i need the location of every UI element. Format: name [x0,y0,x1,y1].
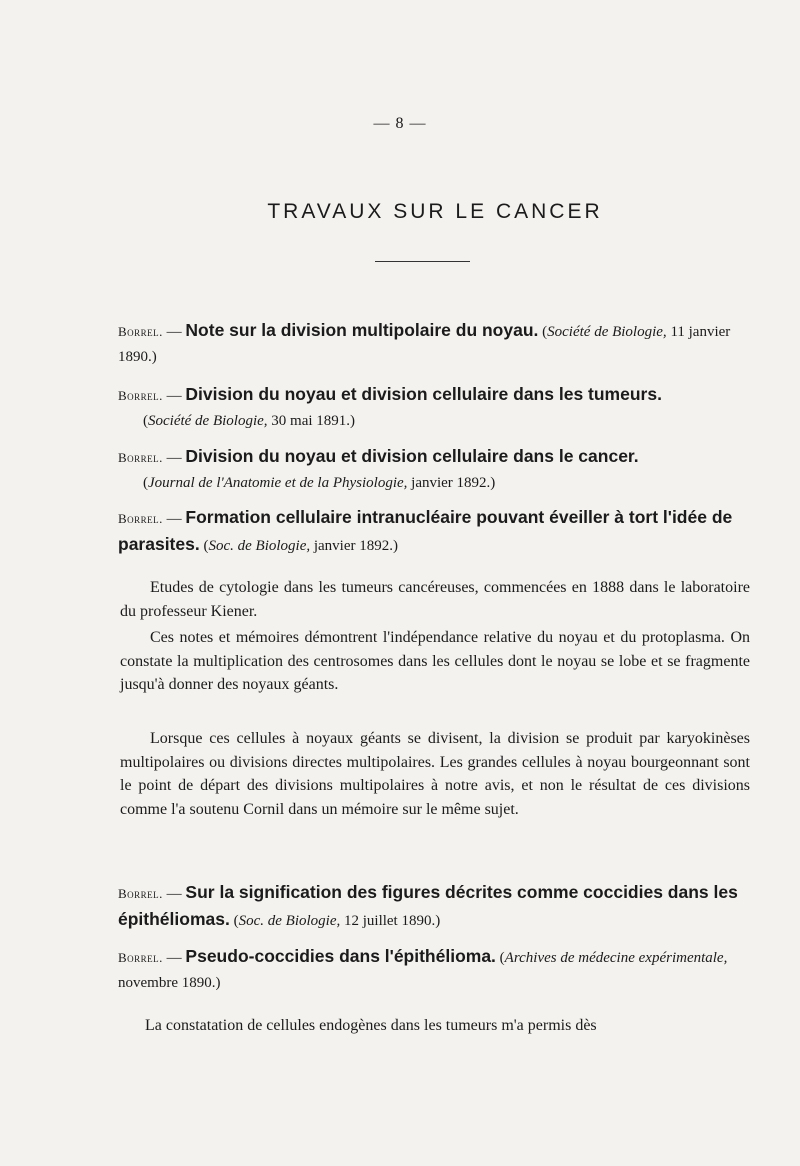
reference-source-date: janvier 1892.) [407,475,496,491]
title-rule [375,261,470,262]
reference-entry [118,318,743,370]
reference-separator: — [162,511,186,527]
reference-author: Borrel. [118,324,163,339]
reference-entry [118,444,743,496]
reference-source-date: novembre 1890.) [118,975,221,991]
reference-source-date: 30 mai 1891.) [267,413,356,429]
reference-author: Borrel. [118,511,163,526]
reference-title: Division du noyau et division cellulaire dans les tumeurs. [185,384,662,404]
reference-separator: — [162,388,186,404]
reference-source-date: 11 janvier 1890.) [118,324,731,365]
page-number: — 8 — [373,115,427,132]
reference-separator: — [162,450,186,466]
reference-source-open: ( [143,413,148,429]
reference-entry [118,505,743,559]
reference-source-journal: Soc. de Biologie, [208,538,311,554]
reference-author: Borrel. [118,450,163,465]
reference-source-journal: Société de Biologie, [148,413,268,429]
reference-author: Borrel. [118,886,163,901]
reference-source-open: ( [538,324,548,340]
reference-separator: — [162,324,186,340]
reference-title: Sur la signification des figures décrites comme coccidies dans les épithéliomas. [118,882,738,929]
reference-source-open: ( [199,538,209,554]
reference-title: Note sur la division multipolaire du noyau. [185,320,539,340]
reference-separator: — [162,950,186,966]
body-paragraph: Lorsque ces cellules à noyaux géants se divisent, la division se produit par karyokinèses multipolaires ou divisions directes multipolaires. Les grandes cellules à noyau bourgeonnant sont le point de départ des divisions multipolaires à notre avis, et non le résultat de ces divisions comme l'a soutenu Cornil dans un mémoire sur le même sujet. [120,730,750,818]
body-paragraph: Etudes de cytologie dans les tumeurs cancéreuses, commencées en 1888 dans le laboratoire du professeur Kiener. [120,579,750,620]
reference-source-open: ( [143,475,148,491]
reference-entry [118,382,743,434]
reference-separator: — [162,886,186,902]
reference-source-date: janvier 1892.) [310,538,398,554]
reference-entry [118,944,743,996]
reference-source-journal: Société de Biologie, [547,324,667,340]
reference-author: Borrel. [118,950,163,965]
body-paragraph: La constatation de cellules endogènes dans les tumeurs m'a permis dès [145,1017,597,1034]
reference-source-open: ( [229,913,239,929]
reference-source-open: ( [495,950,505,966]
page-title: TRAVAUX SUR LE CANCER [267,200,603,223]
body-paragraph: Ces notes et mémoires démontrent l'indépendance relative du noyau et du protoplasma. On constate la multiplication des centrosomes dans les cellules dont le noyau se lobe et se fragmente jusqu'à donner des noyaux géants. [120,629,750,693]
reference-entry [118,880,743,934]
reference-author: Borrel. [118,388,163,403]
reference-title: Formation cellulaire intranucléaire pouvant éveiller à tort l'idée de parasites. [118,507,733,554]
reference-source-journal: Soc. de Biologie, [238,913,341,929]
reference-title: Division du noyau et division cellulaire dans le cancer. [185,446,639,466]
reference-source-date: 12 juillet 1890.) [340,913,441,929]
reference-source-journal: Archives de médecine expérimentale, [504,950,728,966]
reference-title: Pseudo-coccidies dans l'épithélioma. [185,946,496,966]
reference-source-journal: Journal de l'Anatomie et de la Physiologie, [148,475,408,491]
